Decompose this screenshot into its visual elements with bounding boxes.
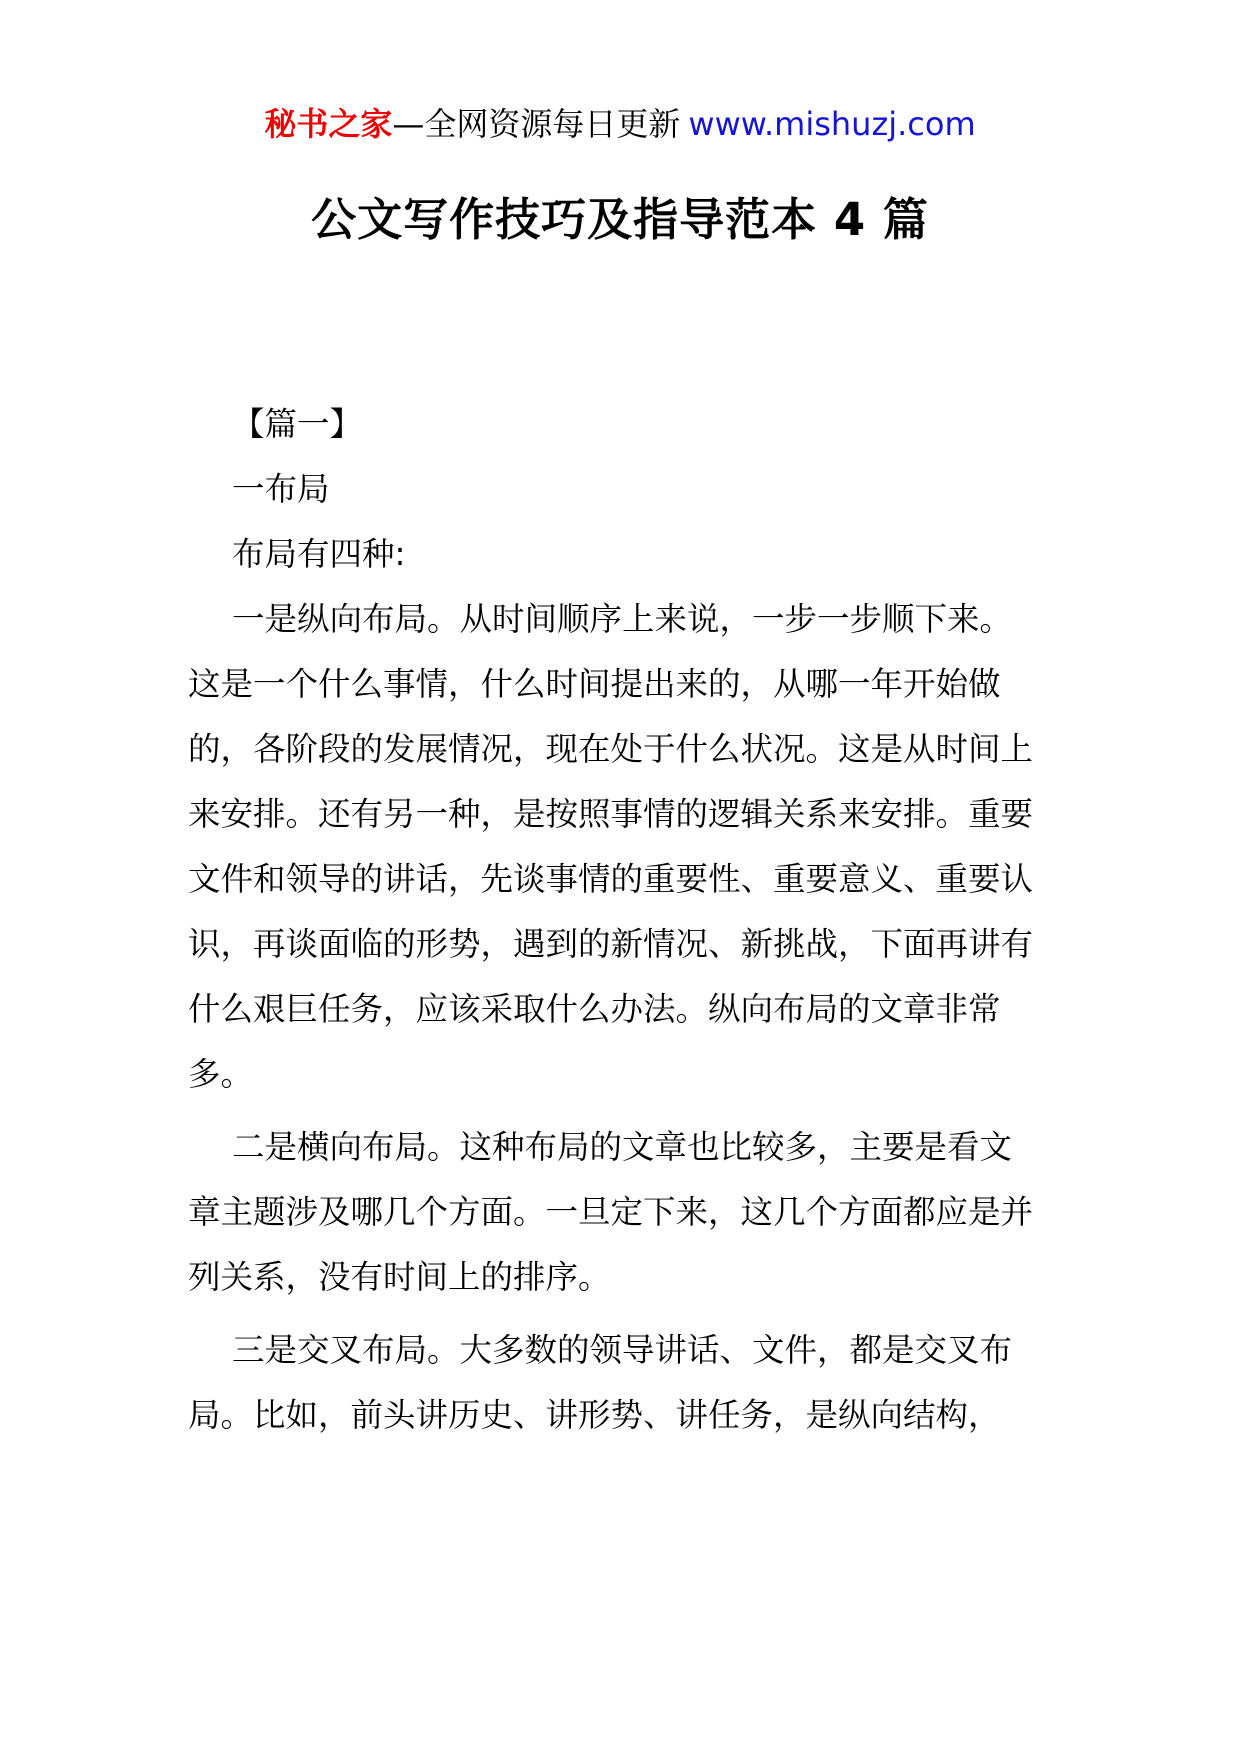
document-body xyxy=(188,392,1038,1448)
site-tagline: —全网资源每日更新 xyxy=(392,105,681,143)
paragraph: 一是纵向布局。从时间顺序上来说，一步一步顺下来。这是一个什么事情，什么时间提出来的，从哪一年开始做的，各阶段的发展情况，现在处于什么状况。这是从时间上来安排。还有另一种，是按照事情的逻辑关系来安排。重要文件和领导的讲话，先谈事情的重要性、重要意义、重要认识，再谈面临的形势，遇到的新情况、新挑战，下面再讲有什么艰巨任务，应该采取什么办法。纵向布局的文章非常多。 xyxy=(188,600,1034,1093)
site-brand: 秘书之家 xyxy=(264,105,393,143)
site-url-link[interactable]: www.mishuzj.com xyxy=(688,105,976,143)
paragraph: 布局有四种: xyxy=(232,535,406,573)
site-header xyxy=(0,100,1240,148)
paragraph: 二是横向布局。这种布局的文章也比较多，主要是看文章主题涉及哪几个方面。一旦定下来，这几个方面都应是并列关系，没有时间上的排序。 xyxy=(188,1128,1034,1296)
paragraph: 三是交叉布局。大多数的领导讲话、文件，都是交叉布局。比如，前头讲历史、讲形势、讲任务，是纵向结构， xyxy=(188,1331,1013,1434)
section-heading: 【篇一】 xyxy=(232,405,363,443)
subsection-heading: 一布局 xyxy=(232,470,330,508)
document-title: 公文写作技巧及指导范本 4 篇 xyxy=(311,193,929,246)
